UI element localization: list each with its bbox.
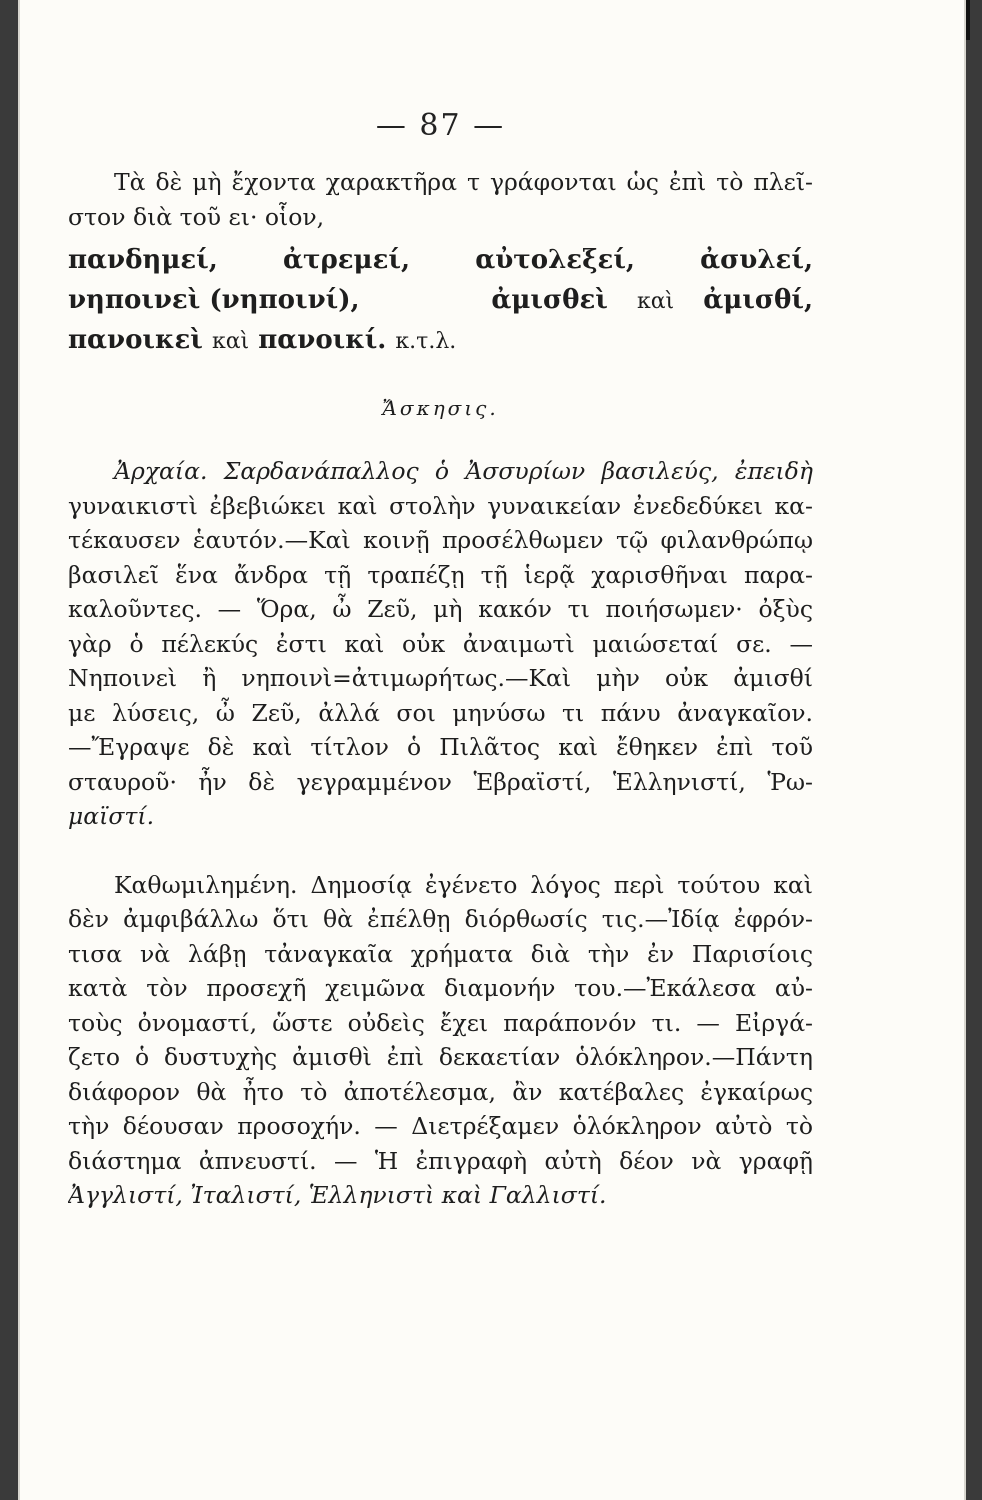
intro-paragraph	[68, 165, 813, 234]
paragraph-line: τέκαυσεν ἑαυτόν.—Καὶ κοινῇ προσέλθωμεν τῷ φιλανθρώπῳ	[68, 526, 813, 554]
paragraph-line: Νηποινεὶ ἢ νηποινὶ=ἀτιμωρήτως.—Καὶ μὴν οὐκ ἀμισθί	[68, 664, 813, 692]
abbreviation: κ.τ.λ.	[395, 329, 457, 354]
word-list	[68, 240, 813, 360]
paragraph-line: κατὰ τὸν προσεχῆ χειμῶνα διαμονήν του.—Ἐκάλεσα αὐ-	[68, 974, 813, 1002]
conjunction: καὶ	[636, 289, 675, 314]
word-item: ἀμισθεὶ	[491, 285, 608, 315]
paragraph-line: Ἀγγλιστί, Ἰταλιστί, Ἑλληνιστὶ καὶ Γαλλιστί.	[68, 1181, 607, 1209]
paragraph-line: τισα νὰ λάβῃ τἀναγκαῖα χρήματα διὰ τὴν ἐν Παρισίοις	[68, 939, 813, 968]
word-group	[491, 280, 813, 320]
exercise-heading: Ἄσκησις.	[382, 396, 499, 420]
word-list-row	[68, 280, 813, 320]
paragraph-line: τὴν δέουσαν προσοχήν. — Διετρέξαμεν ὁλόκληρον αὐτὸ τὸ	[68, 1112, 813, 1140]
page-number: — 87 —	[375, 108, 506, 143]
paragraph-line: γυναικιστὶ ἐβεβιώκει καὶ στολὴν γυναικείαν ἐνεδεδύκει κα-	[68, 491, 813, 520]
paragraph-line: Ἀρχαία. Σαρδανάπαλλος ὁ Ἀσσυρίων βασιλεύς, ἐπειδὴ	[114, 457, 813, 485]
paragraph-line: γὰρ ὁ πέλεκύς ἐστι καὶ οὐκ ἀναιμωτὶ μαιώσεταί σε. —	[68, 629, 813, 658]
paragraph-line: τοὺς ὀνομαστί, ὥστε οὐδεὶς ἔχει παράπονόν τι. — Εἰργά-	[68, 1008, 813, 1037]
kathomilimeni-paragraph	[68, 868, 813, 1213]
intro-line: στον διὰ τοῦ ει· οἷον,	[68, 202, 325, 231]
paragraph-line: —Ἔγραψε δὲ καὶ τίτλον ὁ Πιλᾶτος καὶ ἔθηκεν ἐπὶ τοῦ	[68, 733, 813, 761]
word-item: νηποινεὶ (νηποινί),	[68, 285, 360, 315]
paragraph-line: διάφορον θὰ ἦτο τὸ ἀποτέλεσμα, ἂν κατέβαλες ἐγκαίρως	[68, 1077, 813, 1106]
word-item: ἀτρεμεί,	[282, 245, 411, 275]
paragraph-line: διάστημα ἀπνευστί. — Ἡ ἐπιγραφὴ αὐτὴ δέον νὰ γραφῇ	[68, 1146, 813, 1175]
word-item: αὐτολεξεί,	[475, 245, 635, 275]
paragraph-line: μαϊστί.	[68, 802, 155, 830]
intro-line: Τὰ δὲ μὴ ἔχοντα χαρακτῆρα τ γράφονται ὡς ἐπὶ τὸ πλεῖ-	[114, 168, 813, 196]
paragraph-line: καλοῦντες. — Ὅρα, ὦ Ζεῦ, μὴ κακόν τι ποιήσωμεν· ὀξὺς	[68, 595, 813, 623]
word-item: πανοικί.	[258, 325, 387, 355]
book-page	[18, 0, 966, 1500]
archaia-paragraph	[68, 454, 813, 834]
paragraph-line: βασιλεῖ ἕνα ἄνδρα τῇ τραπέζῃ τῇ ἱερᾷ χαρισθῆναι παρα-	[68, 560, 813, 589]
paragraph-line: με λύσεις, ὦ Ζεῦ, ἀλλά σοι μηνύσω τι πάνυ ἀναγκαῖον.	[68, 698, 813, 727]
conjunction: καὶ	[211, 329, 250, 354]
word-list-row	[68, 320, 813, 360]
paragraph-line: ζετο ὁ δυστυχὴς ἀμισθὶ ἐπὶ δεκαετίαν ὁλόκληρον.—Πάντη	[68, 1043, 813, 1071]
word-item: πανοικεὶ	[68, 325, 203, 355]
paragraph-spacer	[68, 834, 813, 868]
paragraph-line: δὲν ἀμφιβάλλω ὅτι θὰ ἐπέλθῃ διόρθωσίς τις.—Ἰδίᾳ ἐφρόν-	[68, 905, 813, 933]
paragraph-line: σταυροῦ· ἦν δὲ γεγραμμένον Ἑβραϊστί, Ἑλληνιστί, Ῥω-	[68, 767, 813, 796]
word-item: πανδημεί,	[68, 245, 218, 275]
word-item: ἀμισθί,	[703, 285, 813, 315]
page-text	[68, 108, 813, 1213]
paragraph-line: Καθωμιλημένη. Δημοσίᾳ ἐγένετο λόγος περὶ τούτου καὶ	[114, 870, 813, 899]
word-item: ἀσυλεί,	[700, 245, 813, 275]
word-list-row	[68, 240, 813, 280]
